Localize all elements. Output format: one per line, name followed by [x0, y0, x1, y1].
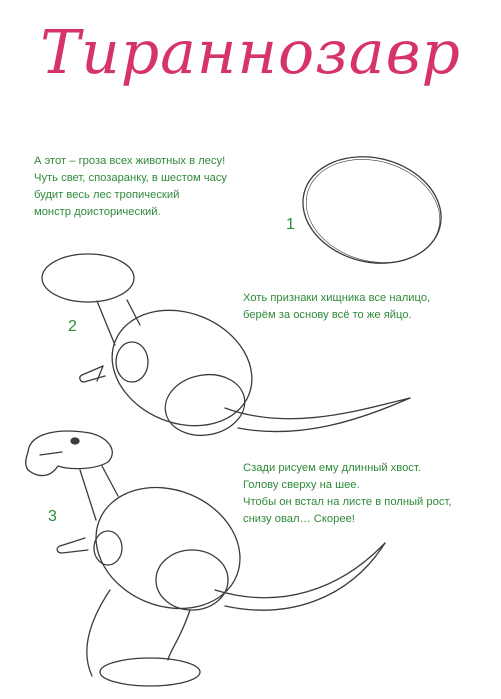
step-1-number: 1: [286, 216, 295, 233]
tail-line: [225, 398, 410, 419]
verse-line: Чуть свет, спозаранку, в шестом часу: [34, 172, 228, 184]
arm-line: [80, 366, 105, 382]
neck-line: [97, 301, 115, 345]
body-egg: [95, 290, 270, 446]
page-title: Тираннозавр: [40, 18, 461, 88]
egg-oval: [291, 143, 452, 278]
neck-line: [127, 300, 140, 325]
tail-line: [225, 543, 385, 610]
neck-line: [102, 466, 118, 496]
verse-line: монстр доисторический.: [34, 206, 161, 218]
leg-line: [168, 610, 190, 660]
foot-oval: [100, 658, 200, 686]
step-3-sketch: [26, 431, 385, 686]
verse-line: Чтобы он встал на листе в полный рост,: [243, 496, 452, 508]
step-3-number: 3: [48, 508, 57, 525]
verse-line: берём за основу всё то же яйцо.: [243, 309, 412, 321]
verse-line: Сзади рисуем ему длинный хвост.: [243, 462, 421, 474]
leg-line: [87, 590, 110, 676]
shoulder-oval: [116, 342, 148, 382]
verse-line: будит весь лес тропический: [34, 189, 180, 201]
step-2-sketch: [42, 254, 410, 446]
head-oval: [42, 254, 134, 302]
tail-line: [238, 398, 410, 432]
eye: [71, 438, 79, 444]
jaw-line: [40, 452, 62, 455]
egg-oval-overstroke: [294, 144, 452, 278]
verse-line: Хоть признаки хищника все налицо,: [243, 292, 431, 304]
head-outline: [26, 431, 113, 476]
body-egg: [78, 467, 259, 630]
leg-oval: [156, 550, 228, 610]
arm-line: [57, 538, 88, 553]
neck-line: [80, 470, 96, 520]
shoulder-oval: [94, 531, 122, 565]
leg-oval: [160, 369, 249, 442]
step-2-number: 2: [68, 318, 77, 335]
verse-line: снизу овал… Скорее!: [243, 513, 355, 525]
verse-line: Голову сверху на шее.: [243, 479, 360, 491]
step-1-sketch: [291, 143, 452, 278]
verse-line: А этот – гроза всех животных в лесу!: [34, 155, 226, 167]
tail-line: [215, 543, 385, 598]
